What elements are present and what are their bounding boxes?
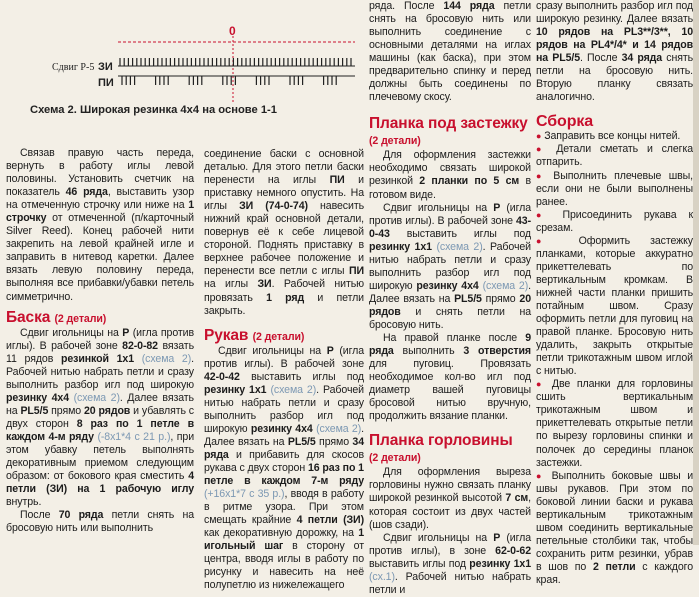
paragraph-neckband-intro: Для оформления выреза горловины нужно связать планку широкой резинкой высотой 7 см, которая состоит из двух частей (шов сзади). (369, 466, 531, 531)
column-2 (204, 148, 364, 593)
paragraph-sleeve-end: ряда. После 144 ряда петли снять на бросовую нить или выполнить соединение с основными деталями на иглах машины (как баска), при этом предварительно спинку и перед должны быть соединены по плечевому скосу. (369, 0, 532, 104)
section-heading-placket: Планка под застежку (2 детали) (369, 115, 528, 148)
paragraph-neckband: Сдвиг игольницы на Р (игла против иглы), в зоне 62-0-62 выставить иглы под резинку 1x1 (сх.1). Рабочей нитью набрать петли и (369, 531, 531, 596)
section-heading-baska: Баска (2 детали) (6, 308, 107, 326)
diagram-caption: Схема 2. Широкая резинка 4x4 на основе 1-1 (30, 104, 278, 116)
paragraph-placket-intro: Для оформления застежки необходимо связать широкой резинкой 2 планки по 5 см в готовом виде. (369, 149, 531, 201)
paragraph-sleeve: Сдвиг игольницы на Р (игла против иглы). В рабочей зоне 42-0-42 выставить иглы под резинку 1x1 (схема 2). Рабочей нитью набрать петли и сразу выполнить разбор игл под широкую резинку 4x4 (схема 2). Далее вязать на PL5/5 прямо 34 ряда и прибавить для скосов рукава с двух сторон 16 раз по 1 петле в каждом 7-м ряду (+16x1*7 с 35 р.), вводя в работу в ритме узора. При этом смещать крайние 4 петли (ЗИ) как декоративную дорожку, на 1 игольный шаг в сторону от центра, вводя иглы в работу по рисунку и навесить на неё полупетлю из нижележащего (204, 344, 365, 592)
list-item: ● Присоединить рукава к срезам. (536, 208, 694, 234)
paragraph-baska: Сдвиг игольницы на Р (игла против иглы). В рабочей зоне 82-0-82 вязать 11 рядов резинкой 1x1 (схема 2). Рабочей нитью набрать петли и сразу выполнить разбор игл под широкую резинку 4x4 (схема 2). Далее вязать на PL5/5 прямо 20 рядов и убавлять с двух сторон 8 раз по 1 петле в каждом 4-м ряду (-8x1*4 с 21 р.), при этом убавку петель выполнять декоративным приемом следующим образом: от бокового края сместить 4 петли (ЗИ) на 1 рабочую иглу внутрь. (6, 326, 195, 509)
list-item: ● Выполнить плечевые швы, если они не были выполнены ранее. (536, 169, 694, 208)
bullet-icon: ● (536, 470, 546, 481)
bullet-icon: ● (536, 144, 548, 155)
section-heading-assembly: Сборка (536, 113, 594, 131)
paragraph-neckband-end: сразу выполнить разбор игл под широкую резинку. Далее вязать 10 рядов на PL3**/3**, 10 рядов на PL4*/4* и 14 рядов на PL5/5. После 34 ряда снять петли на бросовую нить. Вторую планку связать аналогично. (536, 0, 694, 104)
page-edge (693, 0, 699, 545)
column-4 (536, 0, 693, 587)
row-label: Сдвиг Р-5 (52, 62, 95, 73)
list-item: ● Две планки для горловины сшить вертикальным трикотажным швом и прикеттелевать открытые петли по вырезу горловины спинки и полочек до середины планок застежки. (536, 378, 694, 469)
needle-chart (0, 0, 365, 112)
bullet-icon: ● (536, 209, 551, 220)
paragraph-placket: Сдвиг игольницы на Р (игла против иглы). В рабочей зоне 43-0-43 выставить иглы под резинку 1x1 (схема 2). Рабочей нитью набрать петли и сразу выполнить разбор игл под широкую резинку 4x4 (схема 2). Далее вязать на PL5/5 прямо 20 рядов и снять петли на бросовую нить. (369, 201, 532, 331)
back-needle-row (122, 76, 336, 85)
list-item: ● Оформить застежку планками, которые аккуратно прикеттелевать по вертикальным кромкам. В нижней части планки пришить потайным швом. Сразу оформить петли для пуговиц на правой планке. Бросовую нить удалить, закрыть открытые петли трикотажным швом иглой с нитью. (536, 234, 693, 378)
front-needle-row (120, 58, 351, 66)
pi-label: ПИ (98, 77, 114, 89)
section-heading-sleeve: Рукав (2 детали) (204, 326, 305, 344)
zero-mark: 0 (229, 24, 236, 38)
paragraph-front-left: Связав правую часть переда, вернуть в работу иглы левой половины. Установить счетчик на показатель 46 ряда, выставить узор на отмеченную строчку или ниже на 1 строчку от отмеченной (п/карточный Silver Reed). Конец рабочей нити закрепить на левой крайней игле и заправить в нитевод каретки. Далее вязать левую половину переда, выполняя все прибавки/убавки петель симметрично. (6, 147, 194, 303)
paragraph-buttonholes: На правой планке после 9 ряда выполнить 3 отверстия для пуговиц. Провязать необходимое кол-во игл под диаметр вашей пуговицы бросовой нитью вручную, продолжить вязание планки. (369, 332, 532, 423)
zi-label: ЗИ (98, 61, 113, 73)
bullet-icon: ● (536, 235, 559, 246)
section-heading-neckband: Планка горловины (2 детали) (369, 432, 513, 465)
bullet-icon: ● (536, 170, 546, 181)
bullet-icon: ● (536, 379, 546, 390)
rib-diagram (0, 0, 365, 150)
bullet-icon: ● (536, 131, 542, 142)
column-3 (369, 0, 531, 597)
column-1 (6, 147, 194, 535)
list-item: ● Детали сметать и слегка отпарить. (536, 143, 694, 169)
paragraph-baska-join: соединение баски с основной деталью. Для этого петли баски перенести на иглы ПИ и приставку немного опустить. На иглы ЗИ (74-0-74) навесить нижний край основной детали, повернув её к себе лицевой стороной. Поднять приставку в верхнее рабочее положение и перенести все петли с иглы ПИ на иглы ЗИ. Рабочей нитью провязать 1 ряд и петли закрыть. (204, 148, 364, 317)
paragraph-baska-end: После 70 ряда петли снять на бросовую нить или выполнить (6, 509, 195, 535)
list-item: ● Заправить все концы нитей. (536, 130, 681, 143)
list-item: ● Выполнить боковые швы и швы рукавов. При этом по боковой линии баски и рукава вертикальным трикотажным швом соединить вертикальные петельные столбики так, чтобы сохранить ритм резинки, убрав в шов по 2 петли с каждого края. (536, 469, 694, 586)
